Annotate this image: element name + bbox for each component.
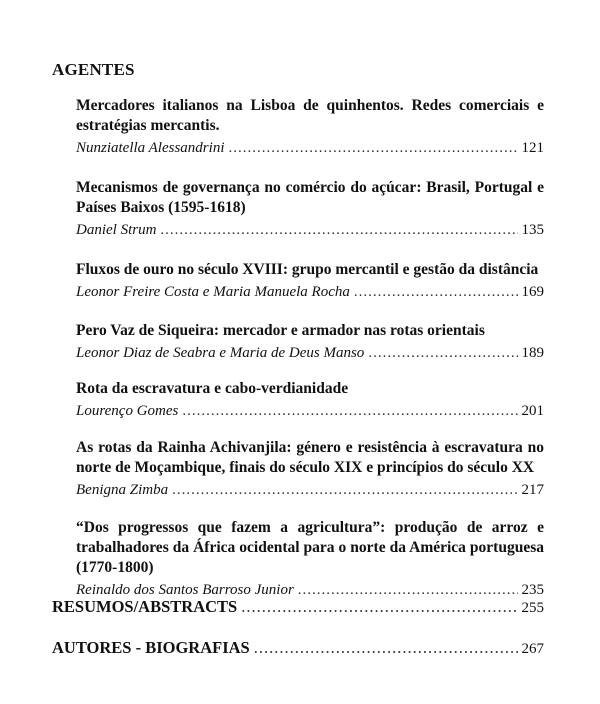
entry-title: Pero Vaz de Siqueira: mercador e armador nas rotas orientais: [76, 322, 485, 339]
entry-title: “Dos progressos que fazem a agricultura”: produção de arroz e trabalhadores da África ocidental para o norte da América portuguesa (1770-1800): [76, 519, 544, 576]
entry-leader-line: [76, 220, 544, 240]
entry-author: Daniel Strum: [76, 222, 157, 238]
dot-leader: [241, 597, 517, 617]
section-page-number: 255: [521, 600, 544, 616]
entry-title: Mercadores italianos na Lisboa de quinhentos. Redes comerciais e estratégias mercantis.: [76, 97, 544, 134]
entry-author: Benigna Zimba: [76, 482, 169, 498]
toc-entry: [76, 379, 544, 421]
dot-leader: [368, 343, 517, 363]
dot-leader: [160, 220, 517, 240]
entry-page-number: 189: [521, 345, 544, 361]
toc-section-resumos: [52, 597, 544, 618]
entry-page-number: 201: [521, 403, 544, 419]
dot-leader: [228, 138, 517, 158]
section-page-number: 267: [521, 641, 544, 657]
entry-page-number: 121: [521, 140, 544, 156]
entry-author: Leonor Freire Costa e Maria Manuela Rocha: [76, 284, 350, 300]
entry-author: Leonor Diaz de Seabra e Maria de Deus Manso: [76, 345, 365, 361]
section-label: RESUMOS/ABSTRACTS: [52, 597, 238, 616]
entry-page-number: 169: [521, 284, 544, 300]
entry-leader-line: [76, 401, 544, 421]
dot-leader: [182, 401, 517, 421]
entry-author: Lourenço Gomes: [76, 403, 179, 419]
entry-title: Fluxos de ouro no século XVIII: grupo mercantil e gestão da distância: [76, 261, 539, 278]
toc-entry: [76, 260, 544, 302]
entry-author: Reinaldo dos Santos Barroso Junior: [76, 582, 294, 598]
entry-page-number: 235: [521, 582, 544, 598]
entry-author: Nunziatella Alessandrini: [76, 140, 225, 156]
section-heading: AGENTES: [52, 60, 135, 79]
dot-leader: [354, 282, 518, 302]
dot-leader: [172, 480, 517, 500]
toc-entry: [76, 178, 544, 240]
toc-entry: [76, 438, 544, 500]
dot-leader: [254, 638, 518, 658]
entry-leader-line: [76, 138, 544, 158]
entry-title: Mecanismos de governança no comércio do açúcar: Brasil, Portugal e Países Baixos (1595-1618): [76, 179, 544, 216]
entry-title: As rotas da Rainha Achivanjila: género e resistência à escravatura no norte de Moçambique, finais do século XIX e princípios do século XX: [76, 439, 544, 476]
entry-leader-line: [76, 480, 544, 500]
toc-section-autores: [52, 638, 544, 659]
toc-entry: [76, 321, 544, 363]
entry-leader-line: [76, 282, 544, 302]
section-label: AUTORES - BIOGRAFIAS: [52, 638, 250, 657]
toc-entry: [76, 518, 544, 600]
entry-title: Rota da escravatura e cabo-verdianidade: [76, 380, 349, 397]
entry-page-number: 217: [521, 482, 544, 498]
entry-page-number: 135: [521, 222, 544, 238]
toc-entry: [76, 96, 544, 158]
entry-leader-line: [76, 343, 544, 363]
